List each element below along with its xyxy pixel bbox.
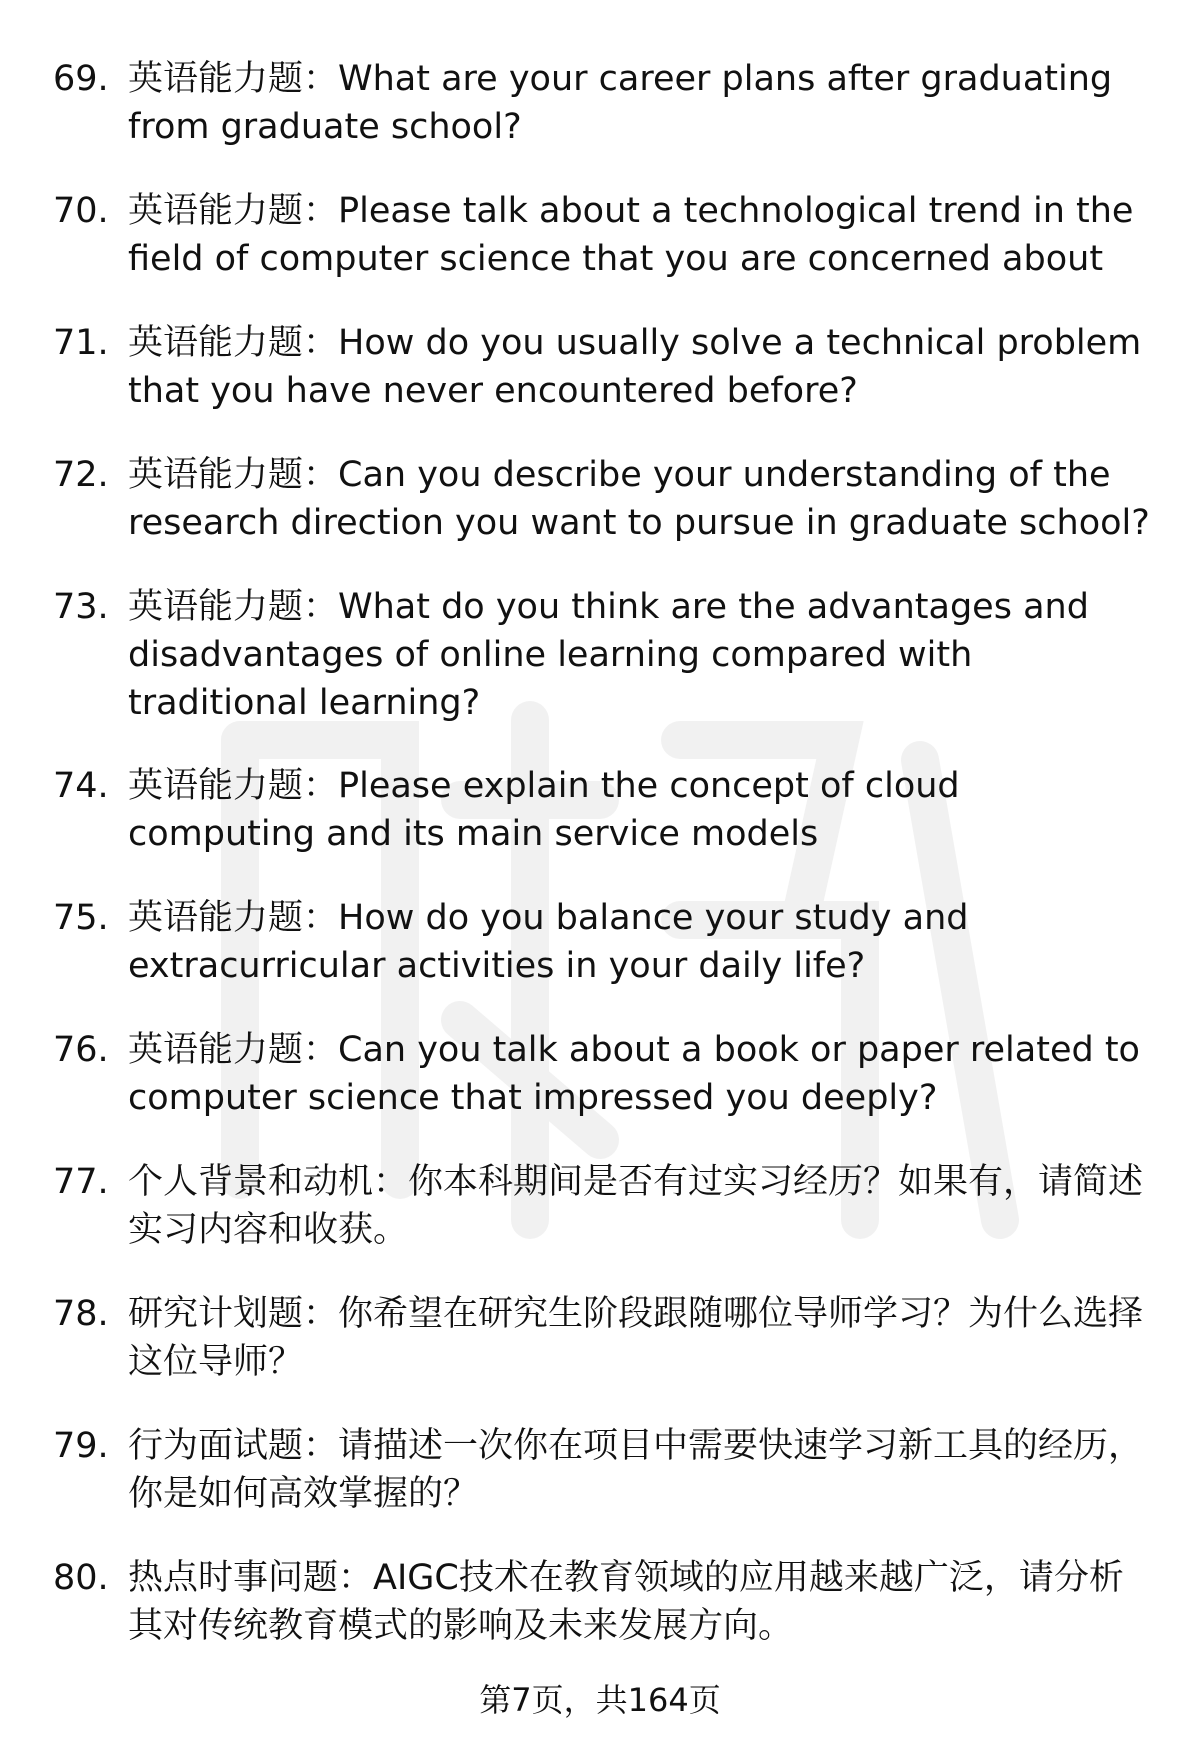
- question-text: 英语能力题：How do you usually solve a technical problem that you have never encountered before?: [128, 323, 1142, 411]
- question-number: 80.: [53, 1558, 109, 1598]
- page-footer: 第7页，共164页: [479, 1681, 721, 1719]
- question-item: [0, 55, 1200, 151]
- question-text: 英语能力题：Can you talk about a book or paper related to computer science that impressed you deeply?: [128, 1030, 1140, 1118]
- question-number: 71.: [53, 323, 109, 363]
- question-item: [0, 762, 1200, 858]
- question-number: 75.: [53, 898, 109, 938]
- question-item: [0, 1290, 1200, 1386]
- question-number: 77.: [53, 1162, 109, 1202]
- question-number: 79.: [53, 1426, 109, 1466]
- question-list: [0, 55, 1200, 1686]
- question-text: 行为面试题：请描述一次你在项目中需要快速学习新工具的经历，你是如何高效掌握的？: [128, 1426, 1144, 1514]
- question-number: 74.: [53, 766, 109, 806]
- question-text: 个人背景和动机：你本科期间是否有过实习经历？如果有，请简述实习内容和收获。: [128, 1162, 1144, 1250]
- question-text: 英语能力题：What do you think are the advantages and disadvantages of online learning compared with traditional learning?: [128, 587, 1089, 723]
- question-number: 76.: [53, 1030, 109, 1070]
- question-number: 78.: [53, 1294, 109, 1334]
- question-text: 英语能力题：Can you describe your understanding of the research direction you want to pursue in graduate school?: [128, 455, 1150, 543]
- question-item: [0, 451, 1200, 547]
- question-item: [0, 1422, 1200, 1518]
- question-item: [0, 1026, 1200, 1122]
- question-item: [0, 1158, 1200, 1254]
- question-text: 研究计划题：你希望在研究生阶段跟随哪位导师学习？为什么选择这位导师？: [128, 1294, 1144, 1382]
- question-item: [0, 894, 1200, 990]
- question-text: 热点时事问题：AIGC技术在教育领域的应用越来越广泛，请分析其对传统教育模式的影响及未来发展方向。: [128, 1558, 1124, 1646]
- question-number: 72.: [53, 455, 109, 495]
- question-number: 70.: [53, 191, 109, 231]
- question-text: 英语能力题：Please explain the concept of cloud computing and its main service models: [128, 766, 960, 854]
- question-text: 英语能力题：How do you balance your study and extracurricular activities in your daily life?: [128, 898, 969, 986]
- question-number: 73.: [53, 587, 109, 627]
- question-text: 英语能力题：What are your career plans after graduating from graduate school?: [128, 59, 1113, 147]
- question-text: 英语能力题：Please talk about a technological trend in the field of computer science that you are concerned about: [128, 191, 1134, 279]
- question-item: [0, 583, 1200, 727]
- question-item: [0, 1554, 1200, 1650]
- question-item: [0, 319, 1200, 415]
- question-item: [0, 187, 1200, 283]
- question-number: 69.: [53, 59, 109, 99]
